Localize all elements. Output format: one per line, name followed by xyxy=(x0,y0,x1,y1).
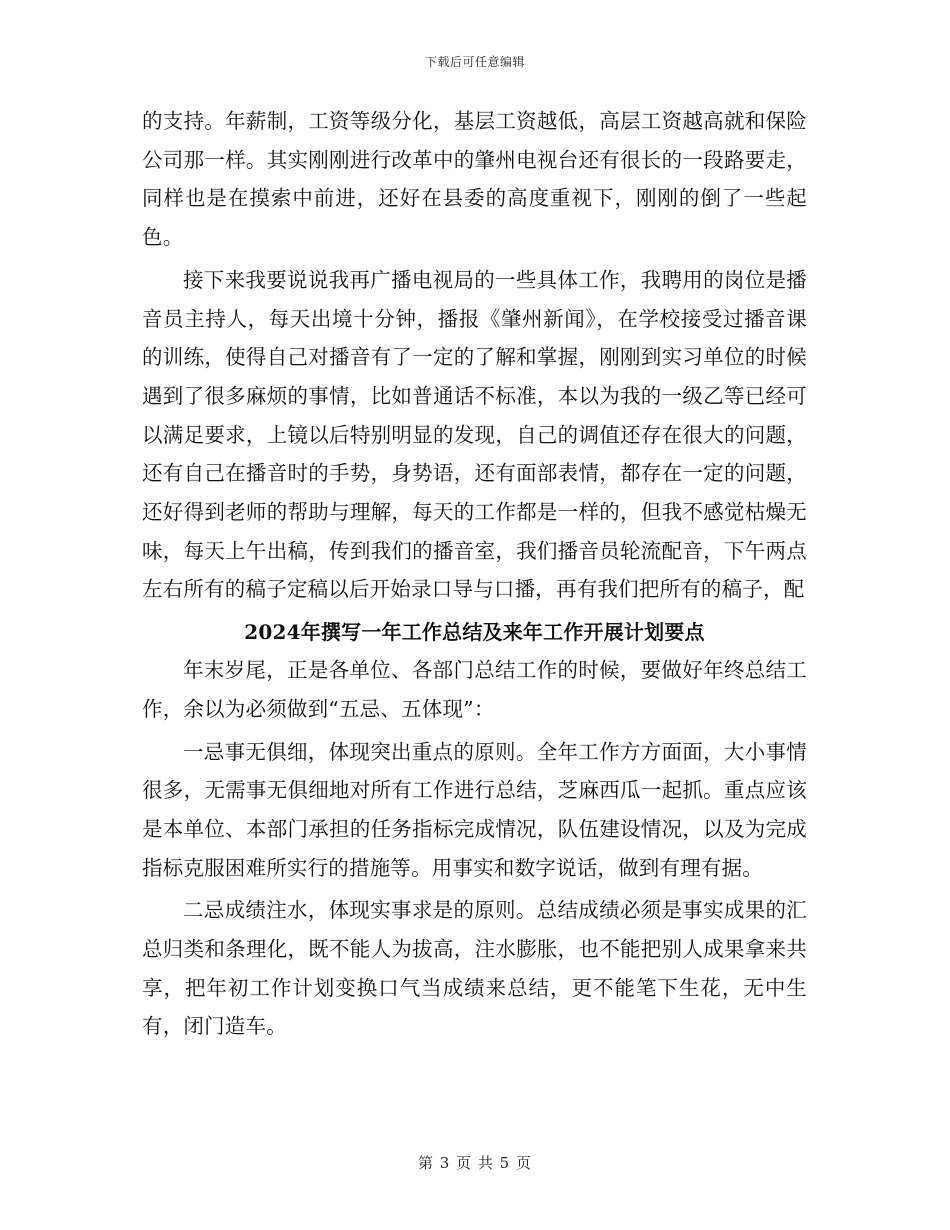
paragraph-first-principle: 一忌事无俱细，体现突出重点的原则。全年工作方方面面，大小事情很多，无需事无俱细地对所有工作进行总结，芝麻西瓜一起抓。重点应该是本单位、本部门承担的任务指标完成情况，队伍建设情况，以及为完成指标克服困难所实行的措施等。用事实和数字说话，做到有理有据。 xyxy=(142,739,807,880)
paragraph-intro: 年末岁尾，正是各单位、各部门总结工作的时候，要做好年终总结工作，余以为必须做到“五忌、五体现”： xyxy=(142,658,807,721)
document-title: 2024年撰写一年工作总结及来年工作开展计划要点 xyxy=(244,620,705,645)
page-number: 第 3 页 共 5 页 xyxy=(418,1154,532,1172)
paragraph-work-description: 接下来我要说说我再广播电视局的一些具体工作，我聘用的岗位是播音员主持人，每天出境十分钟，播报《肇州新闻》，在学校接受过播音课的训练，使得自己对播音有了一定的了解和掌握，刚刚到实习单位的时候遇到了很多麻烦的事情，比如普通话不标准，本以为我的一级乙等已经可以满足要求，上镜以后特别明显的发现，自己的调值还存在很大的问题，还有自己在播音时的手势，身势语，还有面部表情，都存在一定的问题，还好得到老师的帮助与理解，每天的工作都是一样的，但我不感觉枯燥无味，每天上午出稿，传到我们的播音室，我们播音员轮流配音，下午两点左右所有的稿子定稿以后开始录口导与口播，再有我们把所有的稿子，配 xyxy=(142,267,807,602)
paragraph-second-principle: 二忌成绩注水，体现实事求是的原则。总结成绩必须是事实成果的汇总归类和条理化，既不能人为拔高，注水膨胀，也不能把别人成果拿来共享，把年初工作计划变换口气当成绩来总结，更不能笔下生花，无中生有，闭门造车。 xyxy=(142,898,807,1039)
continued-paragraph: 的支持。年薪制，工资等级分化，基层工资越低，高层工资越高就和保险公司那一样。其实刚刚进行改革中的肇州电视台还有很长的一段路要走，同样也是在摸索中前进，还好在县委的高度重视下，刚刚的倒了一些起色。 xyxy=(142,109,807,250)
page-header: 下载后可任意编辑 xyxy=(424,55,525,69)
document-body xyxy=(142,102,807,1050)
